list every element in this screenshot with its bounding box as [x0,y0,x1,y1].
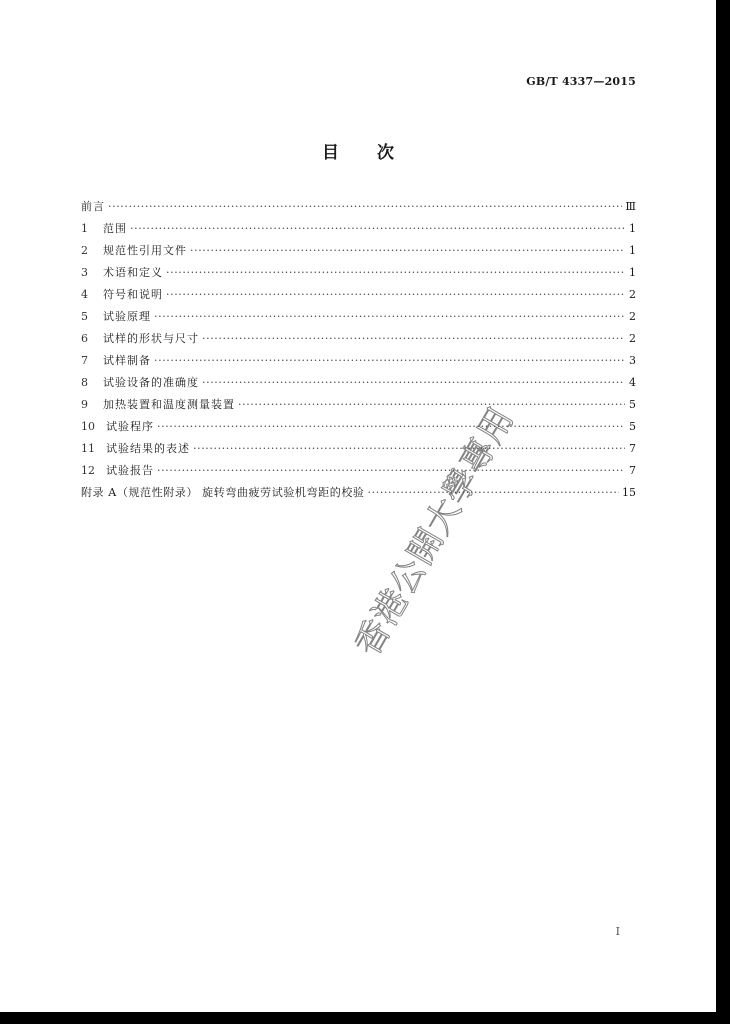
toc-entry-1[interactable] [81,218,636,240]
toc-entry-title: 试样的形状与尺寸 [103,332,199,345]
table-of-contents [81,196,636,504]
toc-entry-page: 5 [629,420,636,433]
page-title [0,138,716,163]
toc-entry-number: 6 [81,332,88,345]
toc-dot-leader [193,438,625,460]
toc-entry-number: 9 [81,398,88,411]
toc-entry-number: 12 [81,464,95,477]
toc-entry-title: 术语和定义 [103,266,163,279]
toc-dot-leader [238,394,625,416]
toc-entry-title: 试样制备 [103,354,151,367]
toc-dot-leader [154,306,625,328]
toc-dot-leader [368,482,619,504]
toc-entry-9[interactable] [81,394,636,416]
toc-entry-page: 2 [629,310,636,323]
toc-entry-title: 试验原理 [103,310,151,323]
toc-entry-title: 前言 [81,200,105,213]
toc-entry-title: 试验报告 [106,464,154,477]
title-right: 次 [377,143,394,163]
toc-dot-leader [154,350,625,372]
toc-entry-title: 试验结果的表述 [106,442,190,455]
page-number: I [615,925,620,938]
toc-entry-page: 2 [629,332,636,345]
toc-entry-6[interactable] [81,328,636,350]
toc-dot-leader [166,284,625,306]
toc-entry-page: Ⅲ [625,200,636,213]
toc-dot-leader [130,218,625,240]
toc-entry-title: 符号和说明 [103,288,163,301]
toc-entry-number: 5 [81,310,88,323]
toc-entry-12[interactable] [81,460,636,482]
toc-entry-page: 4 [629,376,636,389]
toc-entry-number: 3 [81,266,88,279]
toc-entry-number: 10 [81,420,95,433]
toc-entry-7[interactable] [81,350,636,372]
watermark: 香港公開大學專用 [347,400,523,663]
toc-entry-page: 1 [629,222,636,235]
toc-entry-title: 加热装置和温度测量装置 [103,398,235,411]
toc-entry-number: 4 [81,288,88,301]
toc-entry-title: 试验程序 [106,420,154,433]
toc-entry-3[interactable] [81,262,636,284]
toc-entry-10[interactable] [81,416,636,438]
toc-entry-number: 2 [81,244,88,257]
toc-entry-page: 3 [629,354,636,367]
toc-entry-page: 15 [622,486,636,499]
toc-entry-2[interactable] [81,240,636,262]
toc-entry-title: 附录 A（规范性附录） 旋转弯曲疲劳试验机弯距的校验 [81,486,365,499]
toc-entry-number: 11 [81,442,95,455]
toc-entry-number: 1 [81,222,88,235]
toc-entry-number: 8 [81,376,88,389]
title-left: 目 [322,143,339,163]
toc-entry-11[interactable] [81,438,636,460]
toc-dot-leader [166,262,625,284]
toc-dot-leader [190,240,625,262]
toc-entry-number: 7 [81,354,88,367]
toc-entry-page: 1 [629,266,636,279]
toc-dot-leader [108,196,622,218]
toc-entry-title: 范围 [103,222,127,235]
toc-entry-8[interactable] [81,372,636,394]
toc-entry-annex-a[interactable] [81,482,636,504]
toc-entry-title: 规范性引用文件 [103,244,187,257]
toc-entry-page: 7 [629,442,636,455]
toc-entry-page: 2 [629,288,636,301]
standard-code: GB/T 4337—2015 [526,75,636,88]
toc-entry-page: 1 [629,244,636,257]
toc-entry-5[interactable] [81,306,636,328]
toc-entry-title: 试验设备的准确度 [103,376,199,389]
toc-dot-leader [157,416,625,438]
toc-entry-page: 7 [629,464,636,477]
toc-dot-leader [202,372,625,394]
toc-entry-foreword[interactable] [81,196,636,218]
toc-dot-leader [157,460,625,482]
toc-entry-4[interactable] [81,284,636,306]
toc-entry-page: 5 [629,398,636,411]
toc-dot-leader [202,328,625,350]
